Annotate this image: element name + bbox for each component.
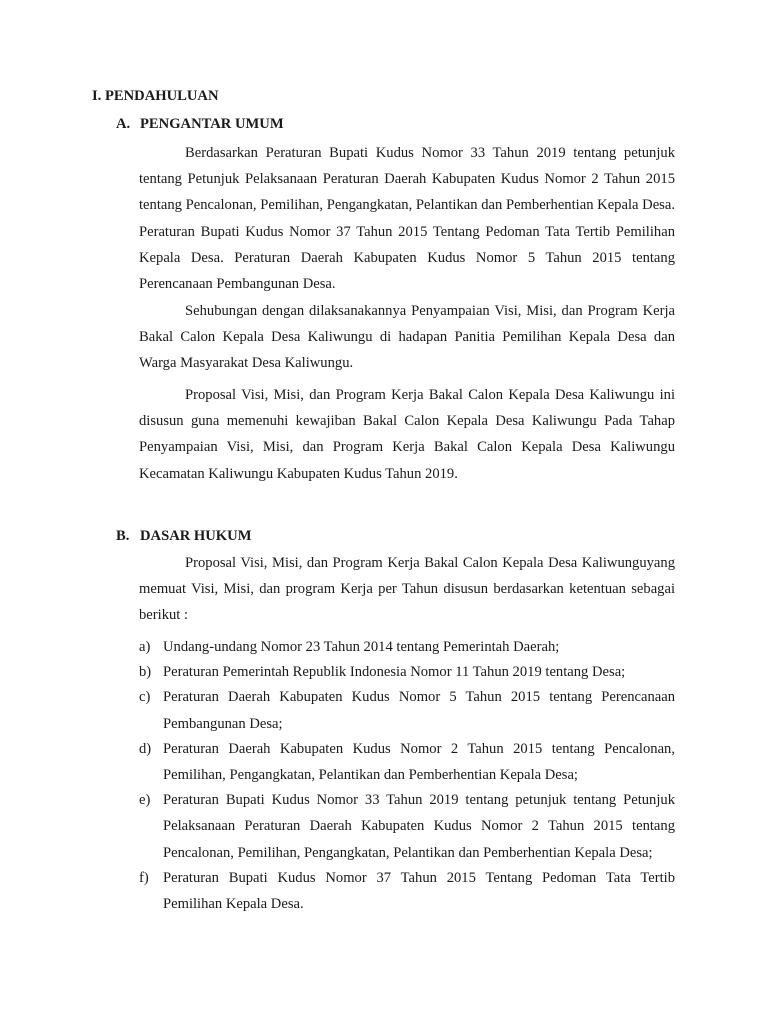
list-marker: f) (139, 869, 149, 886)
list-marker: b) (139, 664, 152, 681)
list-item-text: Peraturan Bupati Kudus Nomor 33 Tahun 2019 tentang petunjuk tentang Petunjuk Pelaksanaan Peraturan Daerah Kabupaten Kudus Nomor 2 Tahun 2015 tentang Pencalonan, Pemilihan, Pengangkatan, Pelantikan dan Pemberhentian Kepala Desa; (163, 792, 675, 861)
paragraph-legal-basis-intro: Berdasarkan Peraturan Bupati Kudus Nomor 33 Tahun 2019 tentang petunjuk tentang Petunjuk Pelaksanaan Peraturan Daerah Kabupaten Kudus Nomor 2 Tahun 2015 tentang Pencalonan, Pemilihan, Pengangkatan, Pelantikan dan Pemberhentian Kepala Desa. Peraturan Bupati Kudus Nomor 37 Tahun 2015 Tentang Pedoman Tata Tertib Pemilihan Kepala Desa. Peraturan Daerah Kabupaten Kudus Nomor 5 Tahun 2015 tentang Perencanaan Pembangunan Desa. (139, 145, 675, 293)
list-marker: e) (139, 792, 151, 809)
subsection-a-title: PENGANTAR UMUM (140, 116, 284, 132)
list-item-text: Peraturan Daerah Kabupaten Kudus Nomor 5 Tahun 2015 tentang Perencanaan Pembangunan Desa; (163, 689, 675, 732)
paragraph-proposal-purpose: Proposal Visi, Misi, dan Program Kerja Bakal Calon Kepala Desa Kaliwungu ini disusun guna memenuhi kewajiban Bakal Calon Kepala Desa Kaliwungu Pada Tahap Penyampaian Visi, Misi, dan Program Kerja Bakal Calon Kepala Desa Kaliwungu Kecamatan Kaliwungu Kabupaten Kudus Tahun 2019. (139, 387, 675, 482)
list-item (139, 659, 675, 685)
list-item-text: Peraturan Pemerintah Republik Indonesia Nomor 11 Tahun 2019 tentang Desa; (163, 664, 626, 681)
paragraph-implementation: Sehubungan dengan dilaksanakannya Penyampaian Visi, Misi, dan Program Kerja Bakal Calon Kepala Desa Kaliwungu di hadapan Panitia Pemilihan Kepala Desa dan Warga Masyarakat Desa Kaliwungu. (139, 303, 675, 372)
list-item (139, 736, 675, 788)
subsection-b-title: DASAR HUKUM (140, 528, 252, 544)
list-item-text: Undang-undang Nomor 23 Tahun 2014 tentang Pemerintah Daerah; (163, 639, 560, 655)
list-item (139, 634, 675, 660)
list-item (139, 684, 675, 736)
paragraph-legal-basis: Proposal Visi, Misi, dan Program Kerja Bakal Calon Kepala Desa Kaliwunguyang memuat Visi, Misi, dan program Kerja per Tahun disusun berdasarkan ketentuan sebagai berikut : (139, 555, 675, 624)
section-title: I. PENDAHULUAN (92, 88, 219, 104)
list-marker: d) (139, 740, 152, 757)
list-item (139, 787, 675, 866)
list-marker: c) (139, 689, 151, 706)
subsection-a-heading (116, 114, 284, 134)
legal-basis-list (139, 634, 675, 917)
subsection-a-number: A. (116, 116, 131, 132)
list-item-text: Peraturan Bupati Kudus Nomor 37 Tahun 2015 Tentang Pedoman Tata Tertib Pemilihan Kepala Desa. (163, 869, 675, 913)
list-item-text: Peraturan Daerah Kabupaten Kudus Nomor 2 Tahun 2015 tentang Pencalonan, Pemilihan, Pengangkatan, Pelantikan dan Pemberhentian Kepala Desa; (163, 740, 675, 784)
subsection-b-number: B. (116, 528, 130, 544)
list-marker: a) (139, 639, 151, 655)
subsection-b-heading (116, 526, 251, 546)
list-item (139, 865, 675, 917)
